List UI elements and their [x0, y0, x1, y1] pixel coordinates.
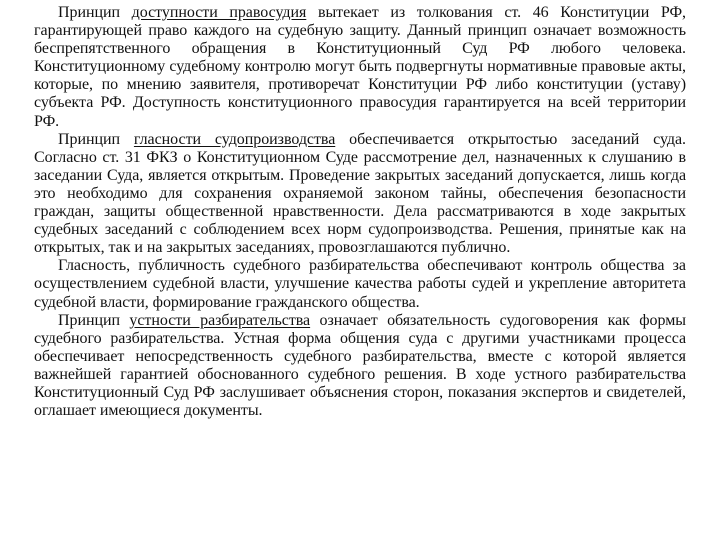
paragraph-text: Гласность, публичность судебного разбирательства обеспечивают контроль общества за осуществлением судебной власти, улучшение качества работы судей и укрепление авторитета судебной власти, формирование гражданского общества.	[34, 257, 686, 311]
paragraph-accessibility-principle	[34, 4, 686, 131]
paragraph-text: Принцип	[58, 311, 130, 329]
paragraph-text: Принцип	[58, 4, 132, 21]
paragraph-oral-proceedings-principle	[34, 312, 686, 421]
paragraph-publicity-principle	[34, 131, 686, 258]
underlined-term: доступности правосудия	[131, 4, 307, 21]
paragraph-text: обеспечивается открытостью заседаний суда. Согласно ст. 31 ФКЗ о Конституционном Суде рассмотрение дел, назначенных к слушанию в заседании Суда, является открытым. Проведение закрытых заседаний допускается, лишь когда это необходимо для сохранения охраняемой законом тайны, обеспечения безопасности граждан, защиты общественной нравственности. Дела рассматриваются в ходе закрытых судебных заседаний с соблюдением всех норм судопроизводства. Решения, принятые как на открытых, так и на закрытых заседаниях, провозглашаются публично.	[34, 130, 687, 257]
paragraph-text: означает обязательность судоговорения как формы судебного разбирательства. Устная форма общения суда с другими участниками процесса обеспечивает непосредственность судебного разбирательства, вместе с которой является важнейшей гарантией обоснованного судебного решения. В ходе устного разбирательства Конституционный Суд РФ заслушивает объяснения сторон, показания экспертов и свидетелей, оглашает имеющиеся документы.	[34, 311, 686, 420]
paragraph-publicity-effects	[34, 257, 686, 311]
paragraph-text: Принцип	[58, 130, 134, 148]
underlined-term: гласности судопроизводства	[133, 130, 336, 148]
paragraph-text: вытекает из толкования ст. 46 Конституции РФ, гарантирующей право каждого на судебную защиту. Данный принцип означает возможность беспрепятственного обращения в Конституционный Суд РФ любого человека. Конституционному судебному контролю могут быть подвергнуты нормативные правовые акты, которые, по мнению заявителя, противоречат Конституции РФ либо конституции (уставу) субъекта РФ. Доступность конституционного правосудия гарантируется на всей территории РФ.	[34, 4, 686, 130]
underlined-term: устности разбирательства	[129, 311, 311, 329]
